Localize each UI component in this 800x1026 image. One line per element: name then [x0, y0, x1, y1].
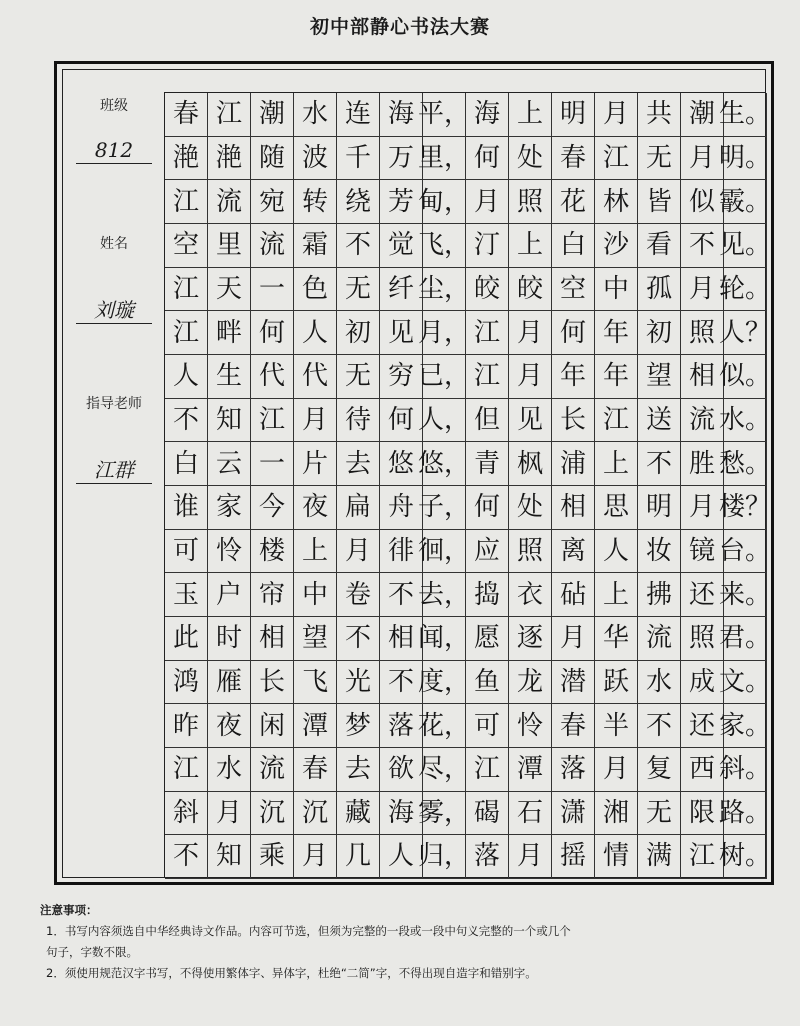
grid-cell: 思 [595, 486, 638, 530]
grid-cell: 沉 [251, 792, 294, 836]
grid-cell: 潜 [552, 661, 595, 705]
grid-cell: 落 [552, 748, 595, 792]
grid-cell: 春 [165, 93, 208, 137]
grid-cell: 月 [509, 311, 552, 355]
grid-cell: 沉 [294, 792, 337, 836]
grid-cell: 欲 [380, 748, 423, 792]
grid-cell: 胜 [681, 442, 724, 486]
grid-cell: 无 [337, 268, 380, 312]
grid-cell: 石 [509, 792, 552, 836]
grid-cell: 转 [294, 180, 337, 224]
grid-cell: 复 [638, 748, 681, 792]
grid-cell: 不 [681, 224, 724, 268]
grid-cell: 楼 [251, 530, 294, 574]
grid-cell: 可 [466, 704, 509, 748]
grid-cell: 拂 [638, 573, 681, 617]
grid-cell: 今 [251, 486, 294, 530]
grid-cell: 离 [552, 530, 595, 574]
grid-cell: 去， [423, 573, 466, 617]
grid-cell: 悠 [380, 442, 423, 486]
grid-cell: 满 [638, 835, 681, 879]
grid-cell: 孤 [638, 268, 681, 312]
grid-cell: 昨 [165, 704, 208, 748]
grid-cell: 愁。 [724, 442, 767, 486]
grid-cell: 畔 [208, 311, 251, 355]
grid-cell: 但 [466, 399, 509, 443]
grid-cell: 皎 [509, 268, 552, 312]
grid-cell: 月 [509, 835, 552, 879]
grid-cell: 归， [423, 835, 466, 879]
note-item-2: 2．须使用规范汉字书写，不得使用繁体字、异体字，杜绝“二简”字，不得出现自造字和错别字。 [46, 966, 537, 980]
grid-cell: 碣 [466, 792, 509, 836]
grid-cell: 明。 [724, 137, 767, 181]
grid-cell: 春 [552, 137, 595, 181]
grid-cell: 江 [208, 93, 251, 137]
grid-cell: 中 [294, 573, 337, 617]
grid-cell: 鸿 [165, 661, 208, 705]
grid-cell: 白 [165, 442, 208, 486]
grid-cell: 万 [380, 137, 423, 181]
grid-cell: 平， [423, 93, 466, 137]
grid-cell: 见。 [724, 224, 767, 268]
teacher-value: 江群 [76, 457, 152, 484]
grid-cell: 潮 [681, 93, 724, 137]
grid-cell: 不 [337, 224, 380, 268]
grid-cell: 汀 [466, 224, 509, 268]
grid-cell: 望 [294, 617, 337, 661]
grid-cell: 长 [552, 399, 595, 443]
grid-cell: 湘 [595, 792, 638, 836]
grid-cell: 初 [337, 311, 380, 355]
grid-cell: 见 [380, 311, 423, 355]
grid-cell: 波 [294, 137, 337, 181]
grid-cell: 家 [208, 486, 251, 530]
grid-cell: 待 [337, 399, 380, 443]
grid-cell: 年 [595, 311, 638, 355]
grid-cell: 看 [638, 224, 681, 268]
grid-cell: 人 [294, 311, 337, 355]
grid-cell: 舟 [380, 486, 423, 530]
grid-cell: 帘 [251, 573, 294, 617]
grid-cell: 流 [251, 224, 294, 268]
grid-cell: 皎 [466, 268, 509, 312]
grid-cell: 照 [681, 617, 724, 661]
grid-cell: 生 [208, 355, 251, 399]
class-label: 班级 [100, 98, 128, 114]
grid-cell: 海 [466, 93, 509, 137]
grid-cell: 户 [208, 573, 251, 617]
grid-cell: 上 [595, 442, 638, 486]
grid-cell: 月 [466, 180, 509, 224]
grid-cell: 片 [294, 442, 337, 486]
grid-cell: 江 [595, 137, 638, 181]
grid-cell: 何 [380, 399, 423, 443]
grid-cell: 流 [208, 180, 251, 224]
grid-cell: 云 [208, 442, 251, 486]
grid-cell: 月 [294, 399, 337, 443]
grid-cell: 怜 [509, 704, 552, 748]
grid-cell: 上 [509, 93, 552, 137]
grid-cell: 子， [423, 486, 466, 530]
grid-cell: 月 [552, 617, 595, 661]
grid-cell: 乘 [251, 835, 294, 879]
grid-cell: 江 [466, 748, 509, 792]
grid-cell: 处 [509, 137, 552, 181]
grid-cell: 宛 [251, 180, 294, 224]
grid-cell: 不 [337, 617, 380, 661]
grid-cell: 路。 [724, 792, 767, 836]
grid-cell: 无 [337, 355, 380, 399]
name-label: 姓名 [100, 236, 128, 252]
grid-cell: 龙 [509, 661, 552, 705]
grid-cell: 成 [681, 661, 724, 705]
grid-cell: 水 [638, 661, 681, 705]
grid-cell: 天 [208, 268, 251, 312]
grid-cell: 上 [595, 573, 638, 617]
grid-cell: 月 [294, 835, 337, 879]
grid-cell: 望 [638, 355, 681, 399]
grid-cell: 潭 [509, 748, 552, 792]
grid-cell: 相 [552, 486, 595, 530]
grid-cell: 愿 [466, 617, 509, 661]
grid-cell: 江 [466, 311, 509, 355]
grid-cell: 月 [337, 530, 380, 574]
grid-cell: 光 [337, 661, 380, 705]
grid-cell: 扁 [337, 486, 380, 530]
grid-cell: 怜 [208, 530, 251, 574]
grid-cell: 共 [638, 93, 681, 137]
grid-cell: 照 [509, 530, 552, 574]
grid-cell: 徘 [380, 530, 423, 574]
grid-cell: 春 [552, 704, 595, 748]
grid-cell: 中 [595, 268, 638, 312]
grid-cell: 人？ [724, 311, 767, 355]
grid-cell: 纤 [380, 268, 423, 312]
grid-cell: 绕 [337, 180, 380, 224]
grid-cell: 浦 [552, 442, 595, 486]
grid-cell: 月 [509, 355, 552, 399]
calligraphy-grid [164, 92, 772, 878]
grid-cell: 空 [165, 224, 208, 268]
page-title: 初中部静心书法大赛 [309, 16, 490, 38]
grid-cell: 穷 [380, 355, 423, 399]
grid-cell: 照 [509, 180, 552, 224]
grid-cell: 人 [380, 835, 423, 879]
grid-cell: 镜 [681, 530, 724, 574]
grid-cell: 水。 [724, 399, 767, 443]
grid-cell: 江 [251, 399, 294, 443]
grid-cell: 雾， [423, 792, 466, 836]
grid-cell: 来。 [724, 573, 767, 617]
grid-cell: 一 [251, 442, 294, 486]
name-value: 刘璇 [76, 297, 152, 324]
grid-cell: 轮。 [724, 268, 767, 312]
grid-cell: 无 [638, 137, 681, 181]
grid-cell: 月 [595, 748, 638, 792]
grid-cell: 落 [466, 835, 509, 879]
grid-cell: 去 [337, 748, 380, 792]
grid-cell: 似。 [724, 355, 767, 399]
grid-cell: 不 [638, 704, 681, 748]
grid-cell: 情 [595, 835, 638, 879]
grid-cell: 年 [595, 355, 638, 399]
grid-cell: 长 [251, 661, 294, 705]
grid-cell: 沙 [595, 224, 638, 268]
grid-cell: 相 [380, 617, 423, 661]
grid-cell: 色 [294, 268, 337, 312]
grid-cell: 不 [380, 573, 423, 617]
grid-cell: 连 [337, 93, 380, 137]
grid-cell: 月 [208, 792, 251, 836]
grid-cell: 相 [681, 355, 724, 399]
grid-cell: 去 [337, 442, 380, 486]
grid-cell: 花， [423, 704, 466, 748]
grid-cell: 明 [638, 486, 681, 530]
grid-cell: 夜 [294, 486, 337, 530]
grid-cell: 何 [466, 486, 509, 530]
grid-cell: 江 [466, 355, 509, 399]
grid-cell: 君。 [724, 617, 767, 661]
grid-cell: 滟 [208, 137, 251, 181]
grid-cell: 闻， [423, 617, 466, 661]
notes-title: 注意事项： [40, 903, 98, 917]
note-item-1: 1．书写内容须选自中华经典诗文作品。内容可节选，但须为完整的一段或一段中句义完整的一个或几个 [46, 924, 571, 938]
grid-cell: 海 [380, 93, 423, 137]
grid-cell: 无 [638, 792, 681, 836]
grid-cell: 滟 [165, 137, 208, 181]
grid-cell: 月， [423, 311, 466, 355]
grid-cell: 月 [681, 486, 724, 530]
grid-cell: 相 [251, 617, 294, 661]
grid-cell: 知 [208, 399, 251, 443]
grid-cell: 藏 [337, 792, 380, 836]
grid-cell: 尘， [423, 268, 466, 312]
grid-cell: 初 [638, 311, 681, 355]
grid-cell: 海 [380, 792, 423, 836]
grid-cell: 楼？ [724, 486, 767, 530]
grid-cell: 落 [380, 704, 423, 748]
grid-cell: 摇 [552, 835, 595, 879]
grid-cell: 不 [638, 442, 681, 486]
grid-cell: 霰。 [724, 180, 767, 224]
grid-cell: 水 [294, 93, 337, 137]
grid-cell: 江 [595, 399, 638, 443]
grid-cell: 文。 [724, 661, 767, 705]
grid-cell: 代 [294, 355, 337, 399]
grid-cell: 斜 [165, 792, 208, 836]
grid-cell: 甸， [423, 180, 466, 224]
grid-cell: 青 [466, 442, 509, 486]
grid-cell: 谁 [165, 486, 208, 530]
grid-cell: 随 [251, 137, 294, 181]
grid-cell: 逐 [509, 617, 552, 661]
grid-cell: 家。 [724, 704, 767, 748]
grid-cell: 雁 [208, 661, 251, 705]
grid-cell: 飞， [423, 224, 466, 268]
grid-cell: 霜 [294, 224, 337, 268]
grid-cell: 不 [380, 661, 423, 705]
grid-cell: 还 [681, 704, 724, 748]
grid-cell: 花 [552, 180, 595, 224]
grid-cell: 此 [165, 617, 208, 661]
grid-cell: 芳 [380, 180, 423, 224]
grid-cell: 上 [294, 530, 337, 574]
grid-cell: 流 [638, 617, 681, 661]
grid-cell: 鱼 [466, 661, 509, 705]
grid-cell: 限 [681, 792, 724, 836]
notes-section [40, 900, 780, 984]
grid-cell: 流 [681, 399, 724, 443]
grid-cell: 潭 [294, 704, 337, 748]
grid-cell: 已， [423, 355, 466, 399]
grid-cell: 闲 [251, 704, 294, 748]
grid-cell: 照 [681, 311, 724, 355]
grid-cell: 里， [423, 137, 466, 181]
grid-cell: 还 [681, 573, 724, 617]
grid-cell: 水 [208, 748, 251, 792]
grid-cell: 玉 [165, 573, 208, 617]
grid-cell: 华 [595, 617, 638, 661]
grid-cell: 江 [681, 835, 724, 879]
grid-cell: 春 [294, 748, 337, 792]
note-item-1-continued: 句子，字数不限。 [46, 945, 138, 959]
grid-cell: 枫 [509, 442, 552, 486]
grid-cell: 尽， [423, 748, 466, 792]
grid-cell: 何 [466, 137, 509, 181]
info-panel [64, 71, 164, 876]
grid-cell: 皆 [638, 180, 681, 224]
grid-cell: 觉 [380, 224, 423, 268]
grid-cell: 半 [595, 704, 638, 748]
grid-cell: 斜。 [724, 748, 767, 792]
grid-cell: 潮 [251, 93, 294, 137]
grid-cell: 梦 [337, 704, 380, 748]
grid-cell: 台。 [724, 530, 767, 574]
grid-cell: 潇 [552, 792, 595, 836]
grid-cell: 飞 [294, 661, 337, 705]
grid-cell: 见 [509, 399, 552, 443]
grid-cell: 何 [552, 311, 595, 355]
grid-cell: 千 [337, 137, 380, 181]
grid-cell: 树。 [724, 835, 767, 879]
grid-cell: 似 [681, 180, 724, 224]
grid-cell: 西 [681, 748, 724, 792]
grid-cell: 几 [337, 835, 380, 879]
grid-cell: 生。 [724, 93, 767, 137]
grid-cell: 不 [165, 399, 208, 443]
grid-cell: 衣 [509, 573, 552, 617]
grid-cell: 月 [681, 268, 724, 312]
grid-cell: 可 [165, 530, 208, 574]
grid-cell: 徊， [423, 530, 466, 574]
teacher-label: 指导老师 [86, 396, 142, 412]
grid-cell: 代 [251, 355, 294, 399]
grid-cell: 应 [466, 530, 509, 574]
grid-cell: 年 [552, 355, 595, 399]
grid-cell: 跃 [595, 661, 638, 705]
grid-cell: 时 [208, 617, 251, 661]
grid-cell: 人 [595, 530, 638, 574]
grid-cell: 悠， [423, 442, 466, 486]
grid-cell: 上 [509, 224, 552, 268]
grid-cell: 江 [165, 180, 208, 224]
grid-cell: 何 [251, 311, 294, 355]
grid-cell: 妆 [638, 530, 681, 574]
grid-cell: 人， [423, 399, 466, 443]
grid-cell: 江 [165, 268, 208, 312]
grid-cell: 人 [165, 355, 208, 399]
grid-cell: 知 [208, 835, 251, 879]
grid-cell: 送 [638, 399, 681, 443]
grid-cell: 月 [595, 93, 638, 137]
grid-cell: 空 [552, 268, 595, 312]
grid-cell: 江 [165, 748, 208, 792]
class-value: 812 [76, 137, 152, 164]
grid-cell: 里 [208, 224, 251, 268]
grid-cell: 江 [165, 311, 208, 355]
grid-cell: 砧 [552, 573, 595, 617]
grid-cell: 夜 [208, 704, 251, 748]
grid-cell: 月 [681, 137, 724, 181]
grid-cell: 林 [595, 180, 638, 224]
grid-cell: 流 [251, 748, 294, 792]
grid-cell: 卷 [337, 573, 380, 617]
grid-cell: 白 [552, 224, 595, 268]
grid-cell: 度， [423, 661, 466, 705]
grid-cell: 一 [251, 268, 294, 312]
grid-cell: 明 [552, 93, 595, 137]
grid-cell: 处 [509, 486, 552, 530]
grid-cell: 捣 [466, 573, 509, 617]
grid-cell: 不 [165, 835, 208, 879]
